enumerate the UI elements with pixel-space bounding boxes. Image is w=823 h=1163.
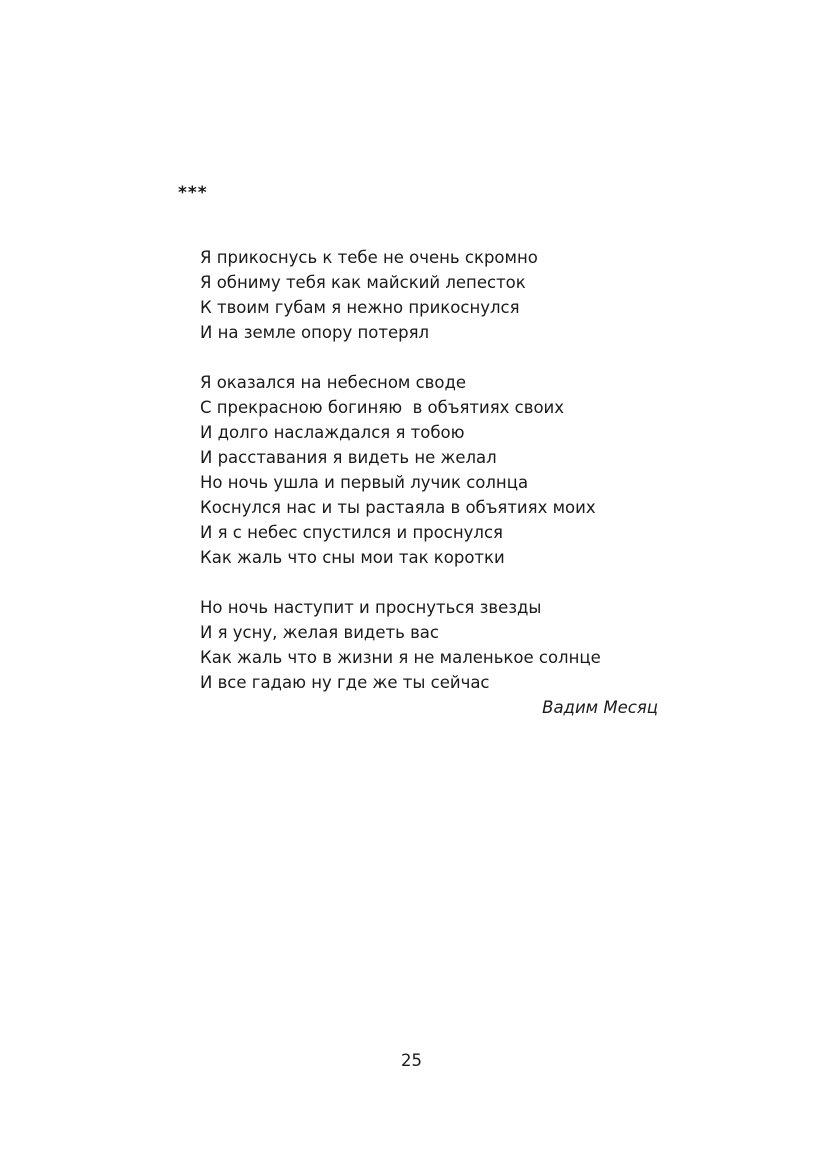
poem-line: Но ночь ушла и первый лучик солнца [200, 473, 529, 492]
poem-line: И расставания я видеть не желал [200, 448, 497, 467]
poem-line: К твоим губам я нежно прикоснулся [200, 298, 520, 317]
poem-line: Я прикоснусь к тебе не очень скромно [200, 248, 538, 267]
poem-line: Я оказался на небесном своде [200, 373, 467, 392]
poem-line: И все гадаю ну где же ты сейчас [200, 673, 490, 692]
stanza-2 [200, 370, 720, 570]
poem-line: Как жаль что в жизни я не маленькое солнце [200, 648, 601, 667]
poem-line: Но ночь наступит и проснуться звезды [200, 598, 542, 617]
stanza-1 [200, 245, 720, 345]
poem-line: Как жаль что сны мои так коротки [200, 548, 505, 567]
poem-line: И долго наслаждался я тобою [200, 423, 465, 442]
page-number: 25 [401, 1051, 422, 1070]
stanza-3 [200, 595, 720, 695]
author-signature: Вадим Месяц [542, 698, 658, 717]
poem-line: Я обниму тебя как майский лепесток [200, 273, 526, 292]
poem-line: Коснулся нас и ты растаяла в объятиях моих [200, 498, 596, 517]
poem-line: С прекрасною богиняю в объятиях своих [200, 398, 565, 417]
poem [200, 245, 720, 720]
poem-line: И я усну, желая видеть вас [200, 623, 439, 642]
section-separator: *** [178, 183, 208, 203]
poem-line: И я с небес спустился и проснулся [200, 523, 503, 542]
poem-line: И на земле опору потерял [200, 323, 430, 342]
